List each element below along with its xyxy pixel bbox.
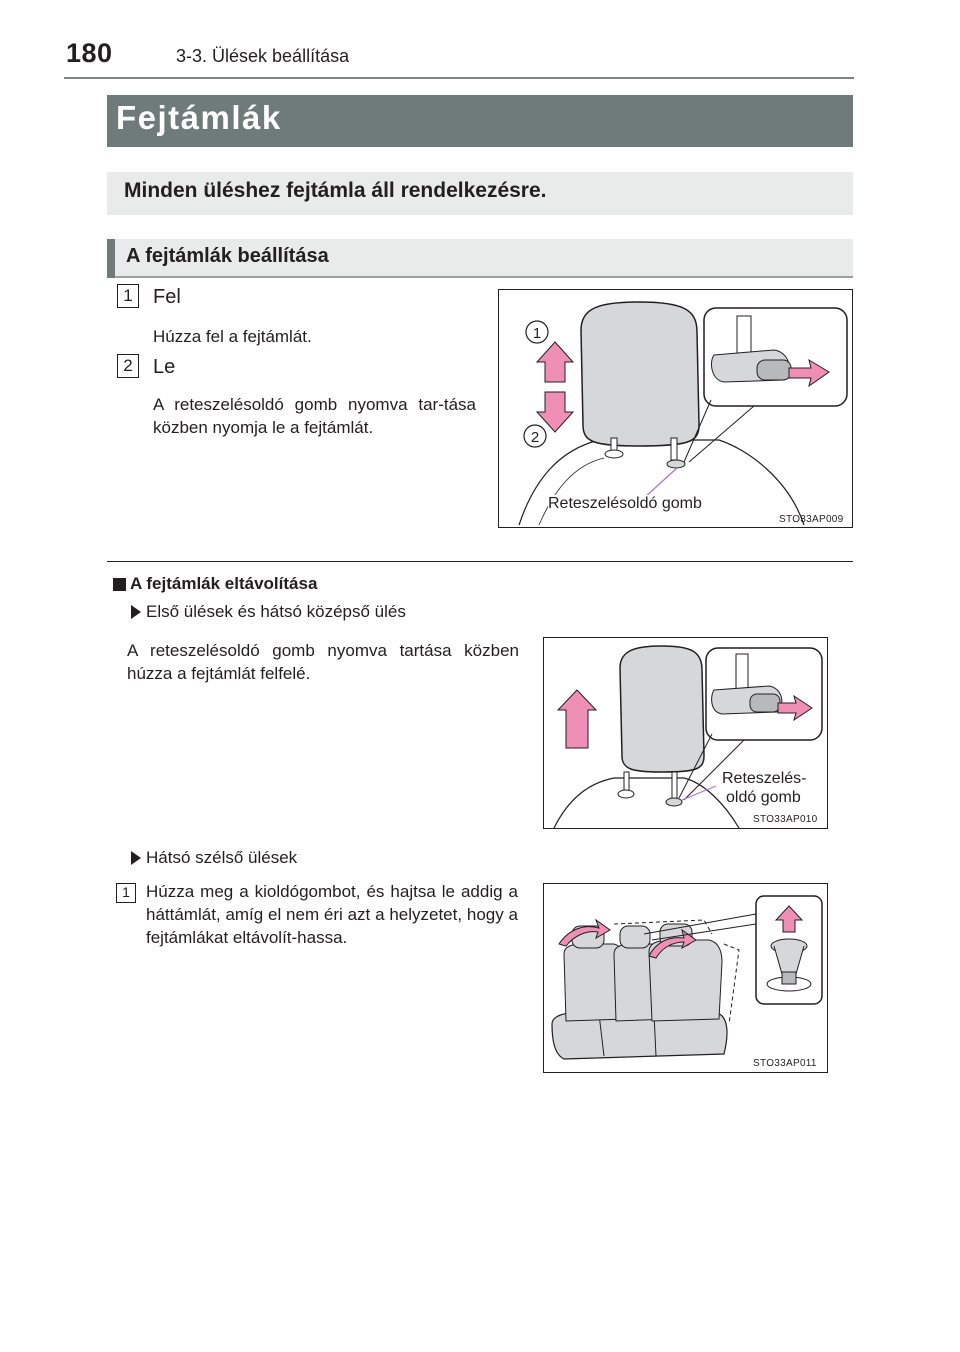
figure-2-callout-line1: Reteszelés- (722, 770, 807, 787)
triangle-bullet-icon (131, 605, 141, 619)
step-1-label: Fel (153, 286, 181, 308)
figure-rear-removal (543, 883, 828, 1073)
rear-seats-illustration (544, 884, 828, 1073)
figure-3-code: STO33AP011 (753, 1058, 817, 1069)
page-title: Fejtámlák (116, 99, 282, 136)
removal-heading: A fejtámlák eltávolítása (130, 574, 318, 593)
figure-2-callout-line2: oldó gomb (726, 789, 801, 806)
rear-step-1-number: 1 (116, 883, 136, 903)
intro-text: Minden üléshez fejtámla áll rendelkezésre. (124, 179, 547, 202)
header-divider (64, 77, 854, 79)
step-1-number: 1 (117, 284, 139, 308)
figure-1-code: STO33AP009 (779, 514, 844, 525)
rear-seats-text: Húzza meg a kioldógombot, és hajtsa le addig a háttámlát, amíg el nem éri azt a helyzetet, hogy a fejtámlákat eltávolít-hassa. (146, 882, 518, 947)
triangle-bullet-icon (131, 851, 141, 865)
page-number: 180 (66, 38, 113, 68)
headrest-adjust-illustration (499, 290, 853, 528)
bullet-rear-seats: Hátsó szélső ülések (146, 848, 298, 867)
subsection-heading: A fejtámlák beállítása (126, 245, 329, 267)
front-seats-text: A reteszelésoldó gomb nyomva tartása közben húzza a fejtámlát felfelé. (127, 641, 519, 683)
figure-adjust-headrest (498, 289, 853, 528)
bullet-front-seats: Első ülések és hátsó középső ülés (146, 602, 406, 621)
heading-square-icon (113, 578, 126, 591)
step-1-description: Húzza fel a fejtámlát. (153, 327, 312, 346)
section-divider (107, 561, 853, 562)
svg-text:2: 2 (530, 429, 540, 446)
section-title: 3-3. Ülések beállítása (176, 46, 350, 66)
step-2-number: 2 (117, 354, 139, 378)
step-2-description: A reteszelésoldó gomb nyomva tar-tása közben nyomja le a fejtámlát. (153, 395, 476, 437)
figure-2-callout (722, 769, 806, 807)
subsection-accent (107, 239, 115, 278)
figure-1-callout: Reteszelésoldó gomb (548, 495, 702, 512)
svg-text:1: 1 (532, 325, 542, 342)
step-2-label: Le (153, 356, 176, 378)
figure-2-code: STO33AP010 (753, 814, 818, 825)
